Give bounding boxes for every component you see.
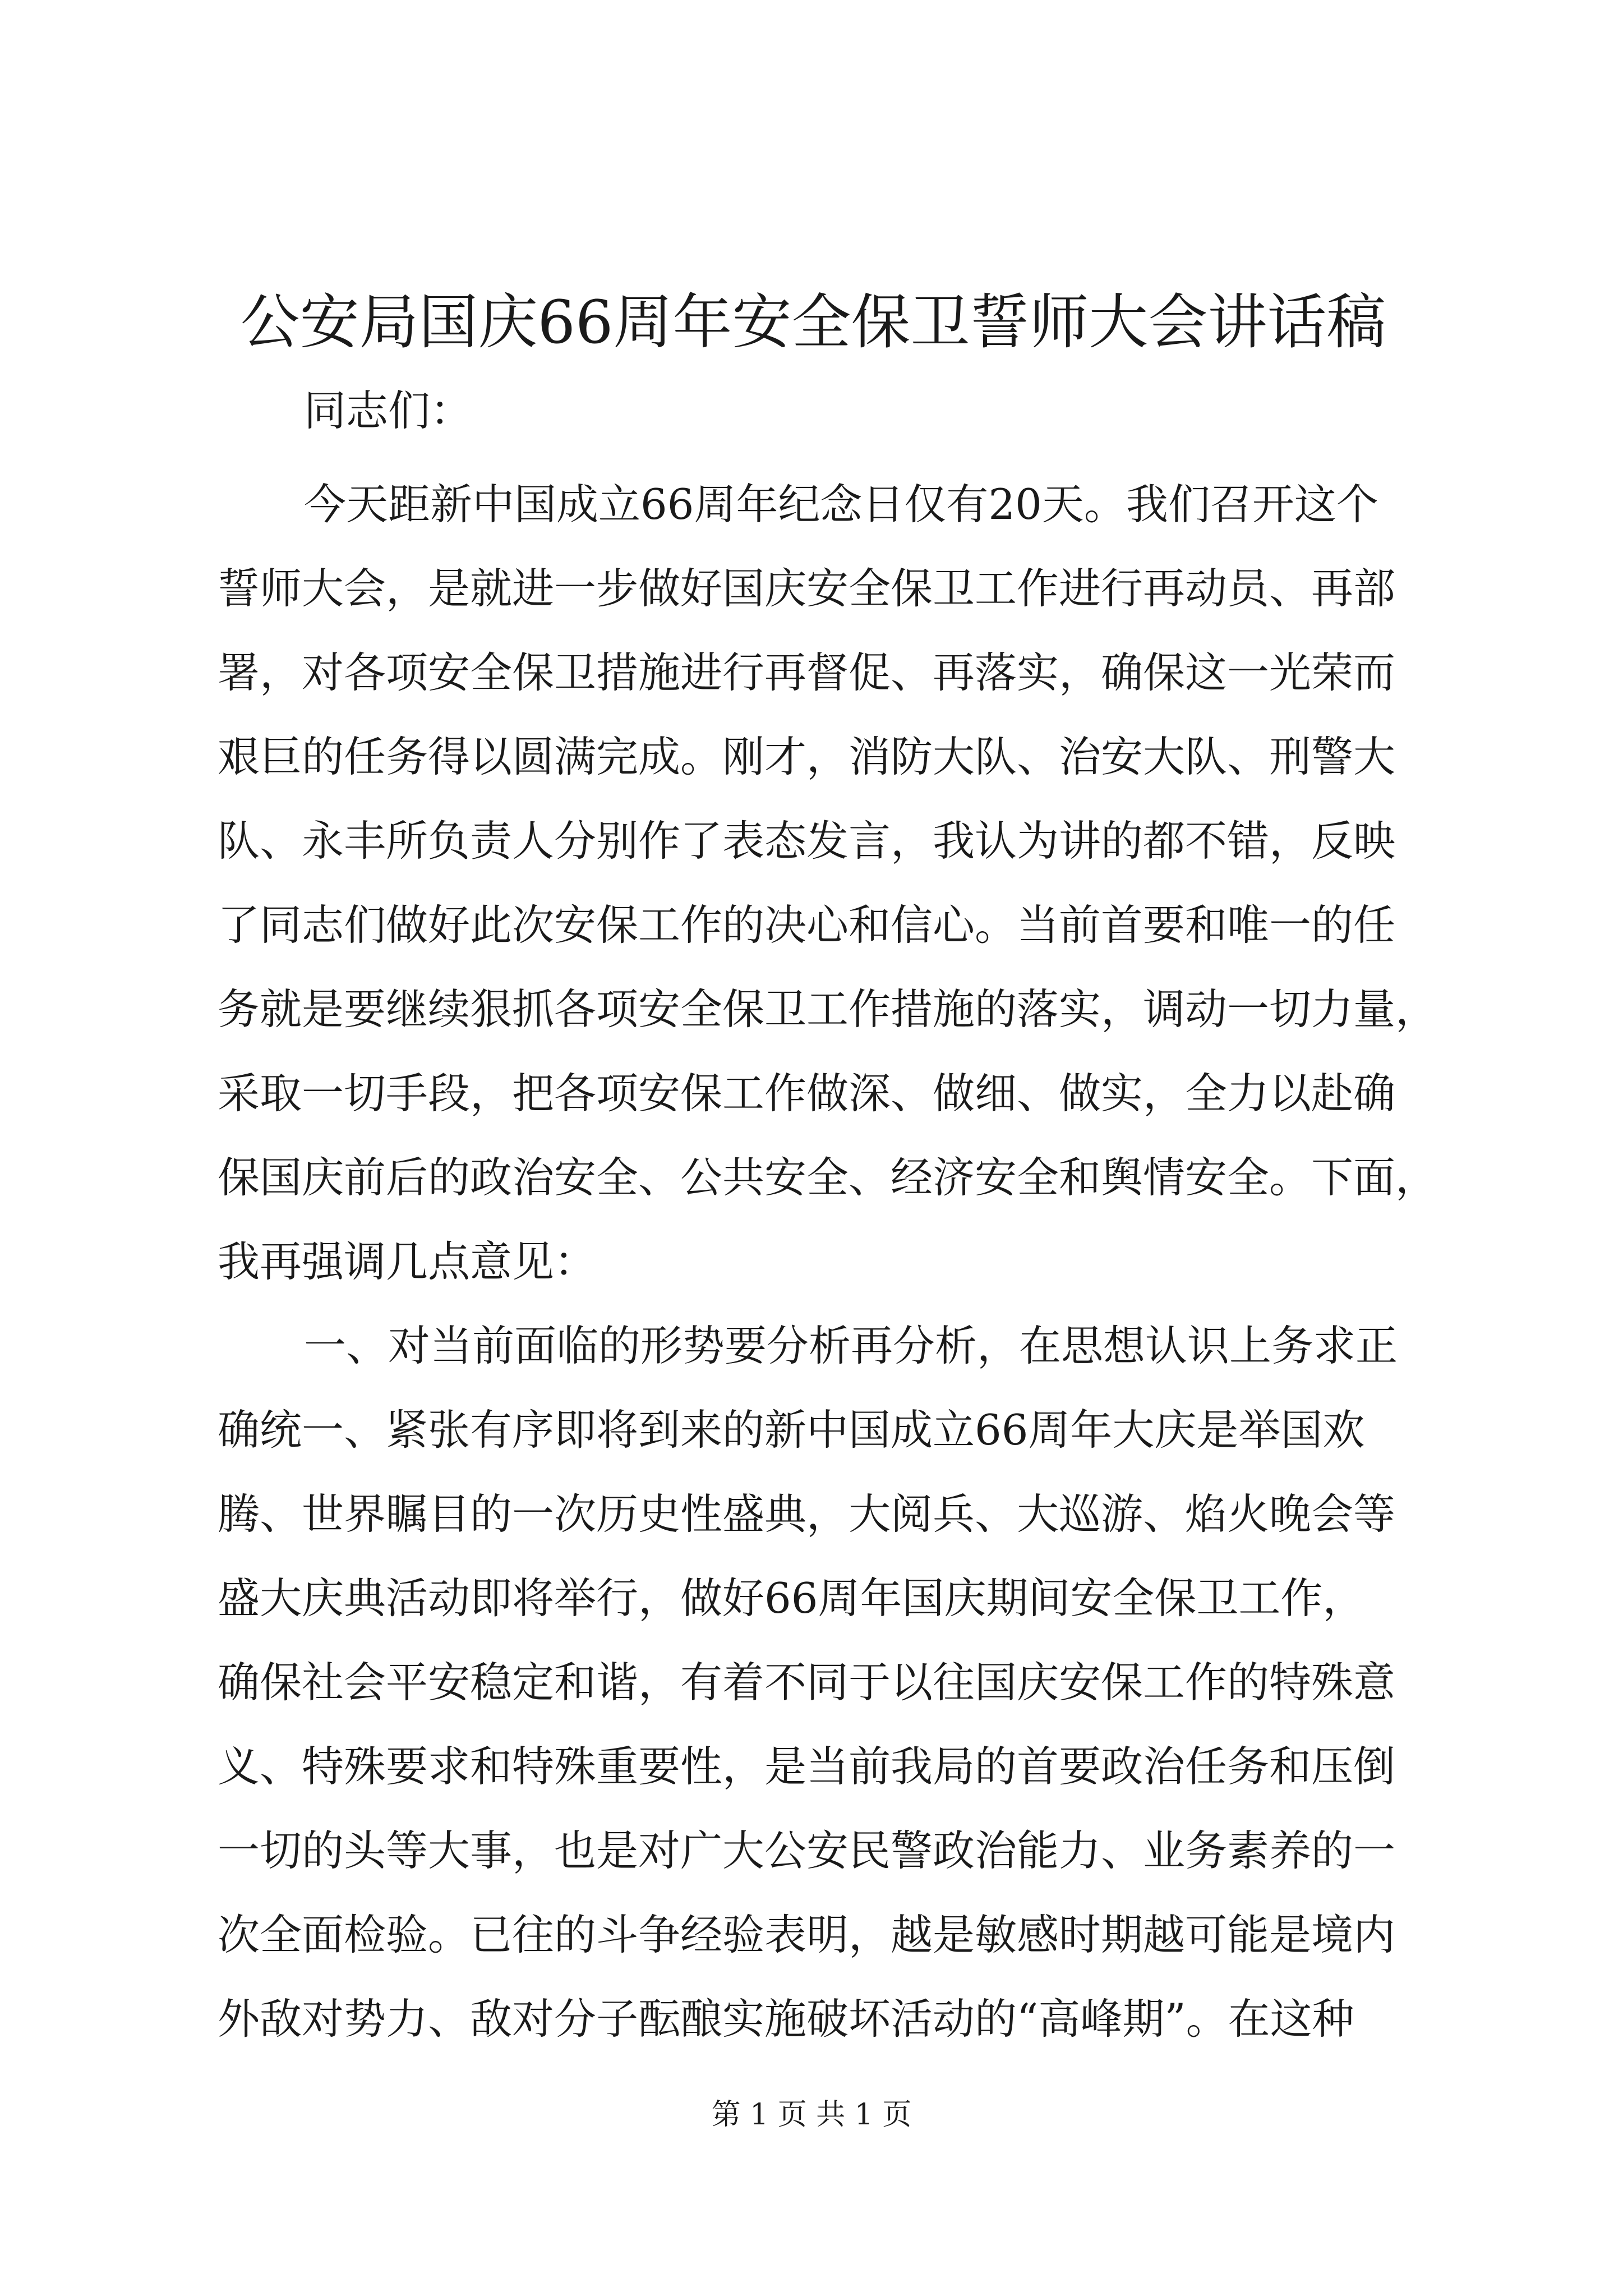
paragraph-line: 一、对当前面临的形势要分析再分析，在思想认识上务求正 (304, 1321, 1398, 1370)
paragraph-line: 义、特殊要求和特殊重要性，是当前我局的首要政治任务和压倒 (218, 1742, 1396, 1791)
paragraph-line: 今天距新中国成立66周年纪念日仅有20天。我们召开这个 (304, 480, 1378, 529)
paragraph-line: 一切的头等大事，也是对广大公安民警政治能力、业务素养的一 (218, 1826, 1396, 1875)
paragraph-line: 盛大庆典活动即将举行，做好66周年国庆期间安全保卫工作， (218, 1573, 1365, 1623)
page-number: 第 1 页 共 1 页 (711, 2098, 912, 2132)
paragraph-line: 誓师大会，是就进一步做好国庆安全保卫工作进行再动员、再部 (218, 564, 1396, 613)
paragraph-line: 确统一、紧张有序即将到来的新中国成立66周年大庆是举国欢 (218, 1405, 1365, 1455)
paragraph-line: 了同志们做好此次安保工作的决心和信心。当前首要和唯一的任 (218, 900, 1396, 950)
paragraph-line: 务就是要继续狠抓各项安全保卫工作措施的落实，调动一切力量， (218, 984, 1438, 1034)
paragraph-line: 次全面检验。已往的斗争经验表明，越是敏感时期越可能是境内 (218, 1910, 1396, 1959)
document-title: 公安局国庆66周年安全保卫誓师大会讲话稿 (240, 288, 1386, 357)
paragraph-line: 署，对各项安全保卫措施进行再督促、再落实，确保这一光荣而 (218, 648, 1396, 697)
salutation: 同志们： (304, 386, 473, 435)
paragraph-line: 采取一切手段，把各项安保工作做深、做细、做实，全力以赴确 (218, 1069, 1396, 1118)
paragraph-line: 艰巨的任务得以圆满完成。刚才，消防大队、治安大队、刑警大 (218, 732, 1396, 781)
paragraph-line: 腾、世界瞩目的一次历史性盛典，大阅兵、大巡游、焰火晚会等 (218, 1489, 1396, 1539)
paragraph-line: 外敌对势力、敌对分子酝酿实施破坏活动的“高峰期”。在这种 (218, 1994, 1354, 2044)
paragraph-line: 保国庆前后的政治安全、公共安全、经济安全和舆情安全。下面， (218, 1153, 1438, 1202)
paragraph-line: 确保社会平安稳定和谐，有着不同于以往国庆安保工作的特殊意 (218, 1658, 1396, 1707)
paragraph-line: 队、永丰所负责人分别作了表态发言，我认为讲的都不错，反映 (218, 816, 1396, 866)
paragraph-line: 我再强调几点意见： (218, 1237, 597, 1286)
